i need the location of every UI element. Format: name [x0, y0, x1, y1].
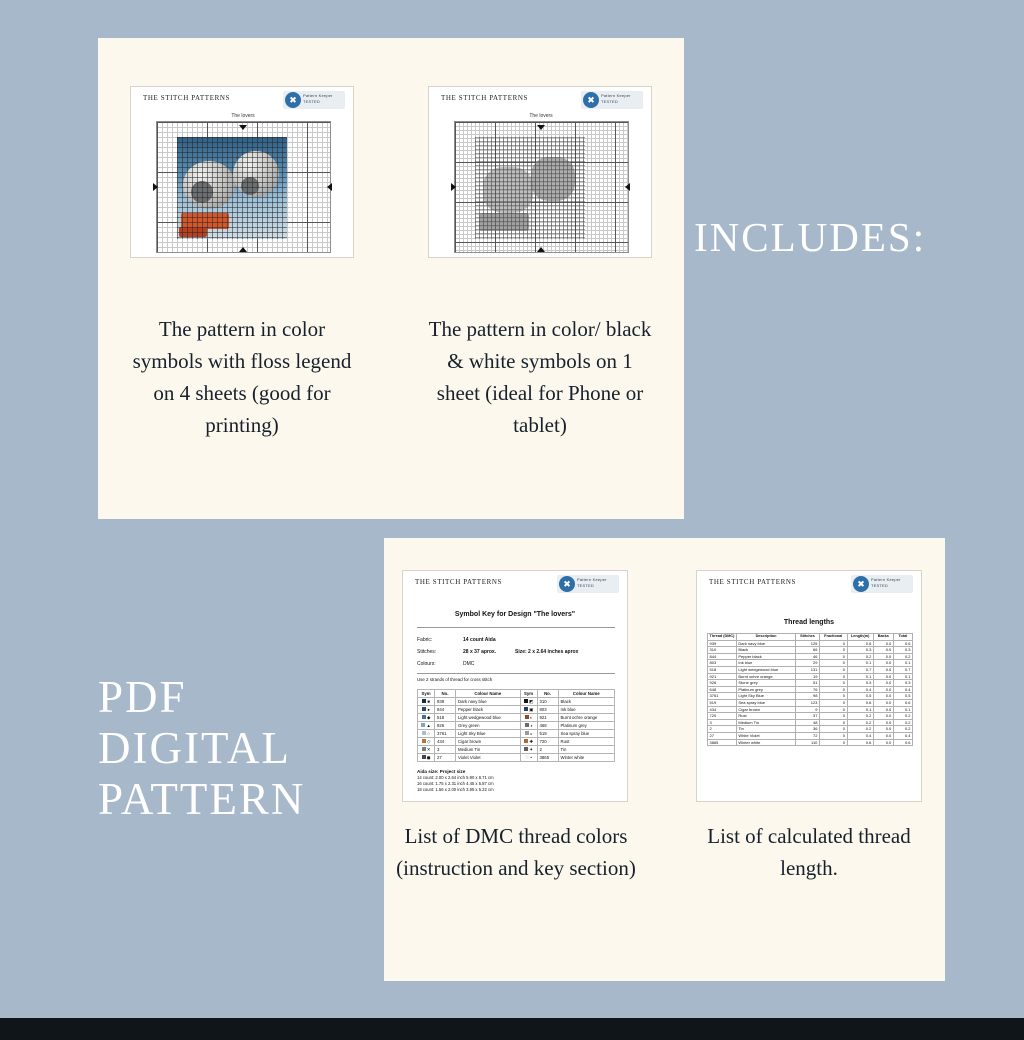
tl-length: 0.6: [847, 739, 873, 746]
pattern-keeper-stamp-thread: [851, 575, 913, 593]
center-marker-top-icon: [239, 125, 247, 130]
stamp-line-2-key: TESTED: [577, 583, 594, 588]
key-colour-name-2: Platinum grey: [558, 722, 614, 730]
table-row: [708, 660, 913, 667]
meta-colours: [417, 661, 474, 667]
tl-total: 0.2: [893, 726, 912, 733]
chart-caption-bw: The lovers: [529, 113, 553, 119]
tl-length: 0.1: [847, 673, 873, 680]
tl-frac: 0: [819, 699, 847, 706]
table-row: [418, 722, 615, 730]
key-symbol-1: ●: [418, 706, 435, 714]
tl-stitches: 19: [796, 673, 820, 680]
key-colour-name-2: Ink blue: [558, 706, 614, 714]
center-marker-bottom-icon: [239, 247, 247, 252]
thread-lengths-table: [707, 633, 913, 746]
stamp-line-1-bw: Pattern Keeper: [601, 93, 631, 98]
meta-fabric-label: Fabric:: [417, 637, 433, 643]
tl-length: 0.4: [847, 732, 873, 739]
center-marker-left-icon: [153, 183, 158, 191]
tl-stitches: 36: [796, 726, 820, 733]
tl-desc: Sea spray blue: [736, 699, 795, 706]
pattern-keeper-stamp: [283, 91, 345, 109]
tl-thread: 27: [708, 732, 737, 739]
tl-desc: Cigar brown: [736, 706, 795, 713]
thread-table-body: [708, 640, 913, 746]
pattern-keeper-stamp-bw: [581, 91, 643, 109]
key-colour-name-2: Winter white: [558, 754, 614, 762]
pdf-heading-line-3: PATTERN: [98, 774, 306, 824]
key-colour-name-1: Grey green: [456, 722, 521, 730]
key-number-2: 310: [537, 698, 558, 706]
key-col-sym-2: Sym: [520, 690, 537, 698]
stamp-line-1-key: Pattern Keeper: [577, 577, 607, 582]
tl-backs: 0.0: [873, 713, 893, 720]
tl-frac: 0: [819, 680, 847, 687]
tl-thread: 3: [708, 719, 737, 726]
key-colour-name-1: Cigar brown: [456, 738, 521, 746]
stamp-badge-icon-thread: ✖: [853, 576, 869, 592]
tl-backs: 0.0: [873, 660, 893, 667]
stamp-text-key: [577, 577, 607, 589]
aida-size-line-1: 14 count: 2.00 x 2.64 inch 5.90 x 6.71 cm: [417, 775, 494, 780]
tl-desc: Winter white: [736, 739, 795, 746]
table-row: [708, 732, 913, 739]
meta-fabric: [417, 637, 496, 643]
tl-desc: Medium Tin: [736, 719, 795, 726]
meta-stitches-value: 28 x 37 aprox.: [463, 649, 497, 655]
sheet-symbol-key[interactable]: [402, 570, 628, 802]
key-number-2: 468: [537, 722, 558, 730]
tl-total: 0.3: [893, 647, 912, 654]
sheet-thread-lengths[interactable]: [696, 570, 922, 802]
stamp-badge-icon-key: ✖: [559, 576, 575, 592]
tl-stitches: 76: [796, 686, 820, 693]
table-row: [708, 686, 913, 693]
sheet-header-bw: [429, 87, 651, 113]
table-row: [708, 666, 913, 673]
tl-total: 0.3: [893, 680, 912, 687]
tl-thread: 921: [708, 673, 737, 680]
tl-backs: 0.0: [873, 673, 893, 680]
key-col-no-1: No.: [435, 690, 456, 698]
table-row: [708, 726, 913, 733]
tl-col-thread: Thread (DMC): [708, 634, 737, 641]
tl-thread: 926: [708, 680, 737, 687]
tl-total: 0.2: [893, 719, 912, 726]
tl-desc: Stone grey: [736, 680, 795, 687]
tl-length: 0.1: [847, 706, 873, 713]
tl-stitches: 131: [796, 666, 820, 673]
key-colour-name-2: Rust: [558, 738, 614, 746]
table-row: [418, 746, 615, 754]
tl-length: 0.2: [847, 713, 873, 720]
tl-col-total: Total: [893, 634, 912, 641]
key-colour-name-2: Black: [558, 698, 614, 706]
table-row: [708, 653, 913, 660]
bw-stitch-grid: [475, 137, 585, 239]
key-number-1: 3761: [435, 730, 456, 738]
key-symbol-2: ◐: [520, 714, 537, 722]
tl-length: 0.3: [847, 680, 873, 687]
tl-length: 0.5: [847, 693, 873, 700]
tl-backs: 0.0: [873, 693, 893, 700]
stamp-line-2: TESTED: [303, 99, 320, 104]
tl-total: 0.6: [893, 739, 912, 746]
stamp-text: [303, 93, 333, 105]
tl-stitches: 51: [796, 680, 820, 687]
sheet-brand-title-key: THE STITCH PATTERNS: [415, 578, 502, 586]
table-row: [708, 693, 913, 700]
key-number-1: 844: [435, 706, 456, 714]
tl-frac: 0: [819, 726, 847, 733]
tl-length: 0.2: [847, 653, 873, 660]
key-number-2: 2: [537, 746, 558, 754]
tl-frac: 0: [819, 686, 847, 693]
key-table-body: [418, 698, 615, 762]
tl-length: 0.6: [847, 640, 873, 647]
key-symbol-1: ◇: [418, 738, 435, 746]
key-rule-top: [417, 627, 615, 628]
aida-size-block: [417, 769, 494, 793]
sheet-header: [131, 87, 353, 113]
tl-stitches: 46: [796, 653, 820, 660]
tl-backs: 0.0: [873, 732, 893, 739]
sheet-bw-symbols[interactable]: [428, 86, 652, 258]
tl-desc: White Violet: [736, 732, 795, 739]
bw-chart-preview: [429, 113, 652, 258]
tl-thread: 518: [708, 666, 737, 673]
key-number-1: 3: [435, 746, 456, 754]
tl-thread: 720: [708, 713, 737, 720]
tl-frac: 0: [819, 666, 847, 673]
tl-col-backs: Backs: [873, 634, 893, 641]
tl-desc: Tin: [736, 726, 795, 733]
thread-table-header-row: [708, 634, 913, 641]
tl-col-desc: Description: [736, 634, 795, 641]
tl-total: 0.2: [893, 713, 912, 720]
table-row: [418, 730, 615, 738]
key-col-name-1: Colour Name: [456, 690, 521, 698]
aida-size-title: Aida size: Project size: [417, 769, 466, 774]
tl-thread: 803: [708, 660, 737, 667]
aida-size-line-3: 18 count: 1.56 x 2.00 inch 3.95 x 5.22 cm: [417, 787, 494, 792]
table-row: [418, 698, 615, 706]
tl-frac: 0: [819, 693, 847, 700]
stamp-line-2-bw: TESTED: [601, 99, 618, 104]
tl-length: 0.6: [847, 699, 873, 706]
meta-stitches-label: Stitches:: [417, 649, 437, 655]
table-row: [708, 706, 913, 713]
key-number-2: 921: [537, 714, 558, 722]
bottom-panel: [384, 538, 945, 981]
key-colour-name-1: Pepper black: [456, 706, 521, 714]
bw-center-marker-left-icon: [451, 183, 456, 191]
tl-thread: 648: [708, 686, 737, 693]
tl-total: 0.1: [893, 706, 912, 713]
key-symbol-1: ▲: [418, 722, 435, 730]
key-symbol-1: ◼: [418, 754, 435, 762]
key-number-2: 803: [537, 706, 558, 714]
tl-length: 0.2: [847, 719, 873, 726]
tl-desc: Burnt ochre orange: [736, 673, 795, 680]
key-colour-name-1: Dark navy blue: [456, 698, 521, 706]
key-number-1: 939: [435, 698, 456, 706]
tl-total: 0.6: [893, 640, 912, 647]
stamp-line-1: Pattern Keeper: [303, 93, 333, 98]
tl-backs: 0.0: [873, 706, 893, 713]
tl-frac: 0: [819, 713, 847, 720]
tl-stitches: 123: [796, 699, 820, 706]
key-colour-name-1: Light Sky Blue: [456, 730, 521, 738]
bw-chart-symbol-area: [475, 137, 585, 239]
key-col-no-2: No.: [537, 690, 558, 698]
tl-thread: 434: [708, 706, 737, 713]
key-number-1: 27: [435, 754, 456, 762]
meta-size-value: Size: 2 x 2.64 inches aprox: [515, 649, 579, 655]
tl-desc: Dark navy blue: [736, 640, 795, 647]
tl-backs: 0.0: [873, 653, 893, 660]
key-symbol-1: ◆: [418, 714, 435, 722]
thread-lengths-title: Thread lengths: [783, 619, 835, 626]
key-number-1: 434: [435, 738, 456, 746]
tl-total: 0.6: [893, 699, 912, 706]
tl-backs: 0.0: [873, 726, 893, 733]
symbol-key-title: Symbol Key for Design "The lovers": [454, 611, 576, 618]
table-row: [708, 680, 913, 687]
tl-backs: 0.0: [873, 739, 893, 746]
tl-col-stitches: Stitches: [796, 634, 820, 641]
key-symbol-1: ✕: [418, 746, 435, 754]
stamp-line-2-thread: TESTED: [871, 583, 888, 588]
table-row: [708, 713, 913, 720]
tl-frac: 0: [819, 732, 847, 739]
tl-desc: Platinum grey: [736, 686, 795, 693]
tl-thread: 939: [708, 640, 737, 647]
key-rule-mid: [417, 673, 615, 674]
tl-length: 0.2: [847, 726, 873, 733]
tl-stitches: 37: [796, 713, 820, 720]
meta-stitches: [417, 649, 496, 655]
tl-stitches: 48: [796, 719, 820, 726]
bw-center-marker-top-icon: [537, 125, 545, 130]
table-row: [708, 699, 913, 706]
tl-col-frac: Fractional: [819, 634, 847, 641]
chart-photo-area: [177, 137, 287, 239]
key-symbol-1: ■: [418, 698, 435, 706]
tl-thread: 844: [708, 653, 737, 660]
key-col-sym-1: Sym: [418, 690, 435, 698]
tl-total: 0.2: [893, 653, 912, 660]
tl-desc: Ink blue: [736, 660, 795, 667]
tl-total: 0.1: [893, 673, 912, 680]
pdf-heading-line-2: DIGITAL: [98, 723, 291, 773]
tl-total: 0.4: [893, 686, 912, 693]
tl-col-length: Length(m): [847, 634, 873, 641]
key-number-1: 518: [435, 714, 456, 722]
tl-total: 0.4: [893, 732, 912, 739]
tl-desc: Rust: [736, 713, 795, 720]
tl-desc: Black: [736, 647, 795, 654]
key-colour-name-2: Tin: [558, 746, 614, 754]
tl-frac: 0: [819, 660, 847, 667]
bw-center-marker-bottom-icon: [537, 247, 545, 252]
tl-stitches: 98: [796, 693, 820, 700]
key-number-2: 519: [537, 730, 558, 738]
table-row: [708, 673, 913, 680]
tl-frac: 0: [819, 640, 847, 647]
tl-backs: 0.0: [873, 666, 893, 673]
tl-backs: 0.0: [873, 699, 893, 706]
tl-stitches: 110: [796, 739, 820, 746]
caption-color-symbols: The pattern in color symbols with floss legend on 4 sheets (good for printing): [132, 317, 352, 437]
meta-fabric-value: 14 count Aida: [463, 637, 496, 643]
tl-thread: 519: [708, 699, 737, 706]
key-symbol-2: •: [520, 754, 537, 762]
tl-total: 0.5: [893, 693, 912, 700]
caption-bw-symbols: The pattern in color/ black & white symbols on 1 sheet (ideal for Phone or tablet): [428, 317, 652, 437]
key-col-name-2: Colour Name: [558, 690, 614, 698]
sheet-header-key: [403, 571, 627, 597]
tl-frac: 0: [819, 706, 847, 713]
stamp-text-bw: [601, 93, 631, 105]
stamp-badge-icon: ✖: [285, 92, 301, 108]
key-number-2: 3865: [537, 754, 558, 762]
tl-stitches: 125: [796, 640, 820, 647]
key-table-header-row: [418, 690, 615, 698]
sheet-brand-title-bw: THE STITCH PATTERNS: [441, 94, 528, 102]
tl-stitches: 9: [796, 706, 820, 713]
meta-size: [515, 649, 578, 655]
meta-colours-label: Colours:: [417, 661, 436, 667]
tl-frac: 0: [819, 719, 847, 726]
tl-backs: 0.0: [873, 640, 893, 647]
tl-thread: 310: [708, 647, 737, 654]
stamp-badge-icon-bw: ✖: [583, 92, 599, 108]
pattern-keeper-stamp-key: [557, 575, 619, 593]
tl-desc: Pepper black: [736, 653, 795, 660]
strands-note: Use 2 strands of thread for cross stitch: [417, 677, 493, 682]
key-number-1: 926: [435, 722, 456, 730]
symbol-key-table: [417, 689, 615, 762]
key-symbol-1: ○: [418, 730, 435, 738]
sheet-brand-title-thread: THE STITCH PATTERNS: [709, 578, 796, 586]
tl-stitches: 66: [796, 647, 820, 654]
aida-size-line-2: 16 count: 1.75 x 2.31 inch 4.45 x 5.87 cm: [417, 781, 494, 786]
sheet-brand-title: THE STITCH PATTERNS: [143, 94, 230, 102]
key-colour-name-1: Medium Tin: [456, 746, 521, 754]
key-colour-name-1: Violet Violet: [456, 754, 521, 762]
tl-desc: Light Sky Blue: [736, 693, 795, 700]
tl-thread: 3761: [708, 693, 737, 700]
pdf-digital-pattern-heading: [98, 672, 305, 825]
tl-thread: 2: [708, 726, 737, 733]
tl-stitches: 29: [796, 660, 820, 667]
tl-backs: 0.0: [873, 647, 893, 654]
tl-total: 0.7: [893, 666, 912, 673]
top-panel: [98, 38, 684, 519]
sheet-color-symbols[interactable]: [130, 86, 354, 258]
tl-desc: Light wedgewood blue: [736, 666, 795, 673]
pdf-heading-line-1: PDF: [98, 672, 187, 722]
tl-frac: 0: [819, 739, 847, 746]
tl-thread: 3865: [708, 739, 737, 746]
table-row: [708, 719, 913, 726]
color-chart-preview: [131, 113, 354, 258]
key-colour-name-2: Burnt ochre orange: [558, 714, 614, 722]
stamp-line-1-thread: Pattern Keeper: [871, 577, 901, 582]
bottom-bar: [0, 1018, 1024, 1040]
caption-thread-length: List of calculated thread length.: [707, 824, 911, 880]
includes-heading: INCLUDES:: [694, 214, 927, 260]
tl-stitches: 72: [796, 732, 820, 739]
photo-stitch-grid: [177, 137, 287, 239]
sheet-header-thread: [697, 571, 921, 597]
table-row: [418, 714, 615, 722]
tl-length: 0.7: [847, 666, 873, 673]
tl-frac: 0: [819, 673, 847, 680]
tl-total: 0.1: [893, 660, 912, 667]
meta-colours-value: DMC: [463, 661, 475, 667]
table-row: [708, 739, 913, 746]
tl-frac: 0: [819, 653, 847, 660]
key-colour-name-1: Light wedgewood blue: [456, 714, 521, 722]
table-row: [418, 754, 615, 762]
tl-length: 0.4: [847, 686, 873, 693]
key-symbol-2: ◩: [520, 698, 537, 706]
key-number-2: 720: [537, 738, 558, 746]
table-row: [708, 640, 913, 647]
tl-backs: 0.0: [873, 686, 893, 693]
key-symbol-2: ✚: [520, 738, 537, 746]
key-symbol-2: ✦: [520, 746, 537, 754]
key-symbol-2: ◑: [520, 722, 537, 730]
key-symbol-2: ▣: [520, 706, 537, 714]
tl-backs: 0.0: [873, 719, 893, 726]
caption-dmc-list: List of DMC thread colors (instruction and key section): [396, 824, 636, 880]
table-row: [708, 647, 913, 654]
center-marker-right-icon: [327, 183, 332, 191]
bw-center-marker-right-icon: [625, 183, 630, 191]
tl-frac: 0: [819, 647, 847, 654]
tl-backs: 0.0: [873, 680, 893, 687]
key-symbol-2: ◒: [520, 730, 537, 738]
table-row: [418, 706, 615, 714]
table-row: [418, 738, 615, 746]
tl-length: 0.1: [847, 660, 873, 667]
key-colour-name-2: Sea spray blue: [558, 730, 614, 738]
tl-length: 0.3: [847, 647, 873, 654]
chart-caption: The lovers: [231, 113, 255, 119]
stamp-text-thread: [871, 577, 901, 589]
